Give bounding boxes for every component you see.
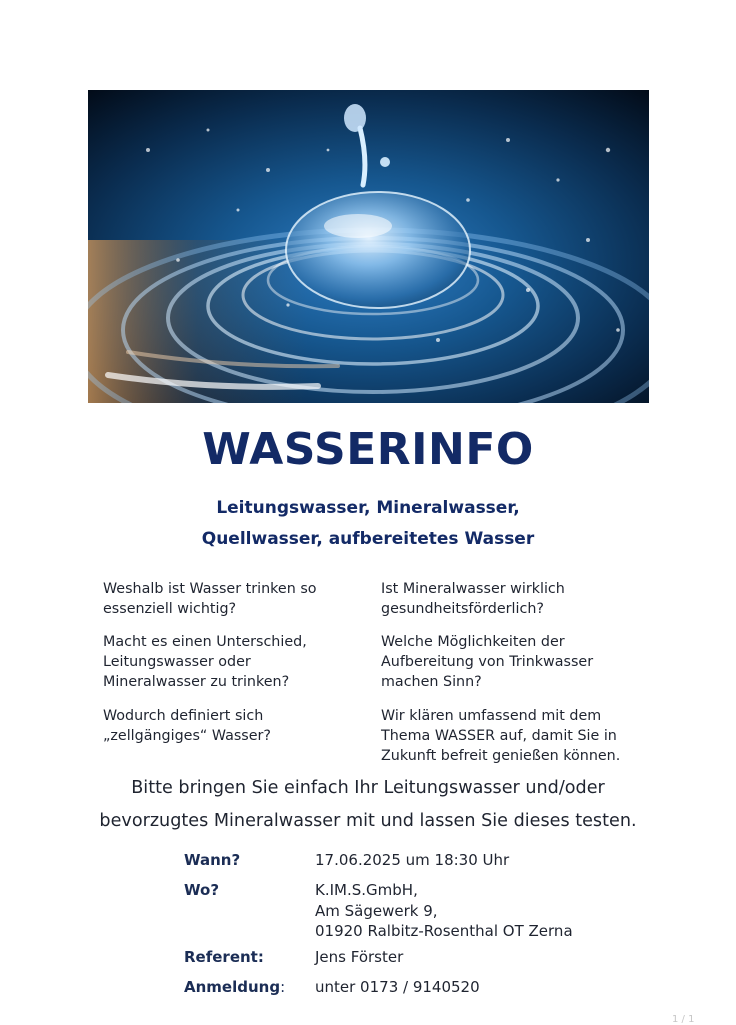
question-left-1 [103,579,383,619]
water-drop-photo [88,90,649,403]
question-line: Zukunft befreit genießen können. [381,748,621,764]
question-line: Macht es einen Unterschied, [103,634,307,650]
speaker-value [315,947,403,968]
subtitle-line-1: Leitungswasser, Mineralwasser, [216,498,520,518]
question-line: „zellgängiges“ Wasser? [103,728,272,744]
question-line: Mineralwasser zu trinken? [103,674,290,690]
question-line: essenziell wichtig? [103,601,237,617]
question-line: Thema WASSER auf, damit Sie in [381,728,617,744]
speaker-label: Referent: [184,948,264,966]
question-line: gesundheitsförderlich? [381,601,545,617]
question-line: Welche Möglichkeiten der [381,634,565,650]
invitation-line-2: bevorzugtes Mineralwasser mit und lassen Sie dieses testen. [99,811,637,831]
when-value [315,850,509,871]
question-line: Weshalb ist Wasser trinken so [103,581,317,597]
question-line: Wodurch definiert sich [103,708,264,724]
where-address [315,880,573,942]
question-line: Leitungswasser oder [103,654,251,670]
invitation-line-1: Bitte bringen Sie einfach Ihr Leitungswasser und/oder [131,778,605,798]
address-line: K.IM.S.GmbH, [315,881,418,899]
signup-colon: : [280,978,286,996]
question-line: machen Sinn? [381,674,482,690]
address-line: Am Sägewerk 9, [315,901,438,920]
address-line: 01920 Ralbitz-Rosenthal OT Zerna [315,922,573,940]
page-number: 1 / 1 [672,1014,695,1025]
question-right-2 [381,632,661,692]
question-line: Ist Mineralwasser wirklich [381,581,565,597]
question-line: Aufbereitung von Trinkwasser [381,654,594,670]
question-right-3 [381,706,661,766]
question-left-3 [103,706,383,746]
signup-label-text: Anmeldung [184,978,281,996]
signup-label [184,978,285,996]
flyer-title: WASSERINFO [202,424,534,475]
question-left-2 [103,632,383,692]
signup-value [315,977,480,998]
when-label: Wann? [184,851,241,869]
signup-phone: unter 0173 / 9140520 [315,978,480,996]
when-text: 17.06.2025 um 18:30 Uhr [315,851,510,869]
question-line: Wir klären umfassend mit dem [381,708,602,724]
subtitle-line-2: Quellwasser, aufbereitetes Wasser [201,529,535,549]
where-label: Wo? [184,881,220,899]
speaker-name: Jens Förster [315,948,404,966]
question-right-1 [381,579,661,619]
